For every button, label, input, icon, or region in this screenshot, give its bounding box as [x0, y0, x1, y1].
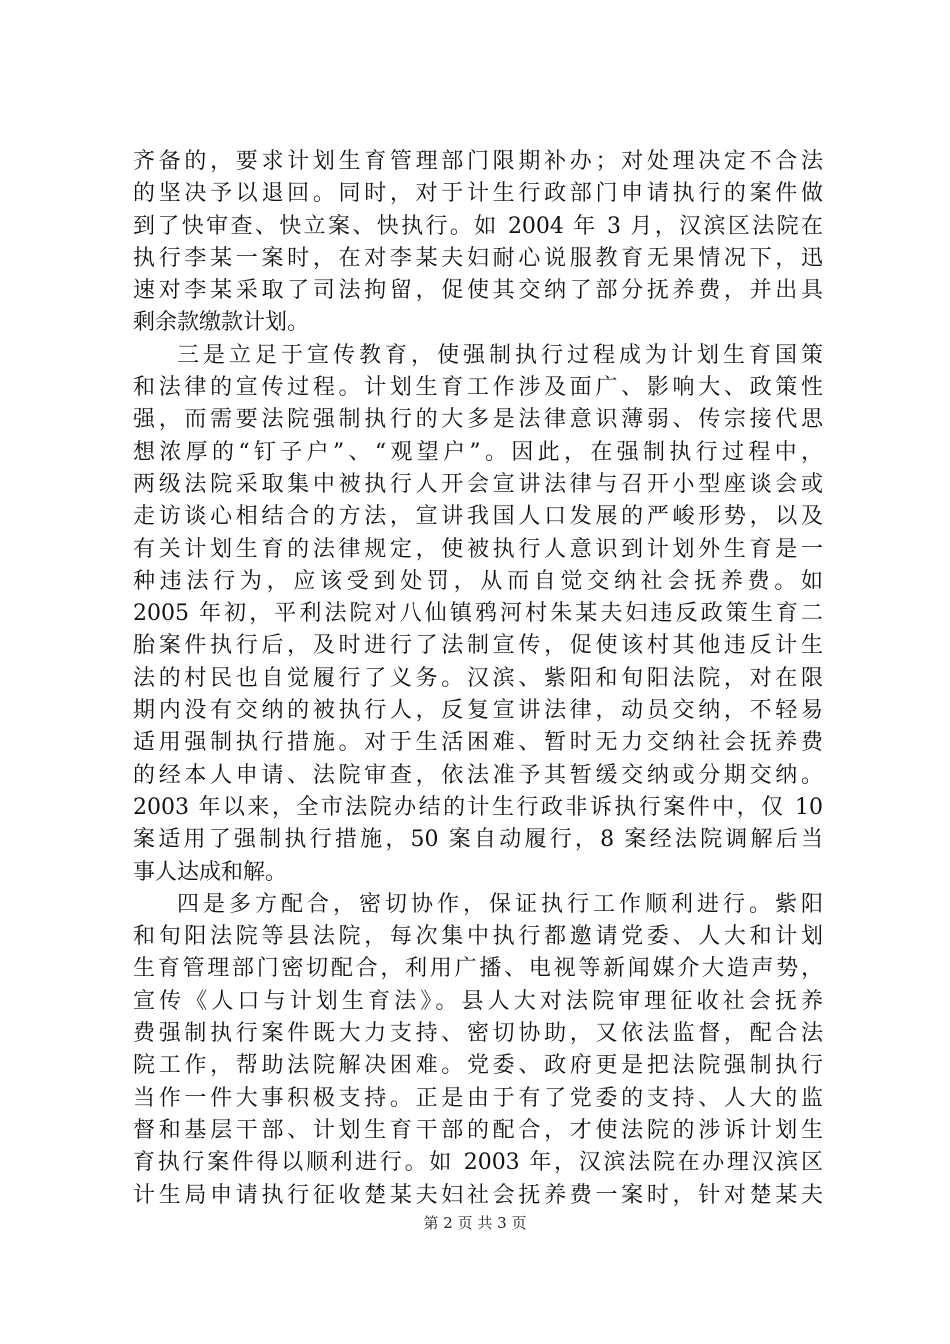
text-line: 走访谈心相结合的方法，宣讲我国人口发展的严峻形势，以及	[133, 504, 823, 530]
text-line: 的经本人申请、法院审查，依法准予其暂缓交纳或分期交纳。	[133, 762, 823, 788]
text-line: 2005 年初，平利法院对八仙镇鸦河村朱某夫妇违反政策生育二	[133, 601, 823, 627]
document-body	[133, 146, 823, 1212]
text-line: 计生局申请执行征收楚某夫妇社会抚养费一案时，针对楚某夫	[133, 1182, 823, 1208]
paragraph	[133, 340, 823, 889]
text-line: 速对李某采取了司法拘留，促使其交纳了部分抚养费，并出具	[133, 278, 823, 304]
text-line: 2003 年以来，全市法院办结的计生行政非诉执行案件中，仅 10	[133, 794, 823, 820]
text-line: 费强制执行案件既大力支持、密切协助，又依法监督，配合法	[133, 1021, 823, 1047]
text-line: 胎案件执行后，及时进行了法制宣传，促使该村其他违反计生	[133, 633, 823, 659]
text-line: 到了快审查、快立案、快执行。如 2004 年 3 月，汉滨区法院在	[133, 213, 823, 239]
text-line: 种违法行为，应该受到处罚，从而自觉交纳社会抚养费。如	[133, 568, 823, 594]
text-line: 案适用了强制执行措施，50 案自动履行，8 案经法院调解后当	[133, 827, 823, 853]
text-line: 想浓厚的“钉子户”、“观望户”。因此，在强制执行过程中，	[133, 439, 823, 465]
text-line: 齐备的，要求计划生育管理部门限期补办；对处理决定不合法	[133, 149, 823, 174]
text-line: 剩余款缴款计划。	[133, 310, 310, 336]
text-line: 的坚决予以退回。同时，对于计生行政部门申请执行的案件做	[133, 181, 823, 207]
text-line: 期内没有交纳的被执行人，反复宣讲法律，动员交纳，不轻易	[133, 698, 823, 724]
page-number-footer: 第 2 页 共 3 页	[423, 1214, 527, 1232]
text-line: 有关计划生育的法律规定，使被执行人意识到计划外生育是一	[133, 536, 823, 562]
text-line: 生育管理部门密切配合，利用广播、电视等新闻媒介大造声势，	[133, 956, 823, 982]
text-line: 和法律的宣传过程。计划生育工作涉及面广、影响大、政策性	[133, 375, 823, 401]
paragraph	[133, 889, 823, 1212]
text-line: 适用强制执行措施。对于生活困难、暂时无力交纳社会抚养费	[133, 730, 823, 756]
text-line: 督和基层干部、计划生育干部的配合，才使法院的涉诉计划生	[133, 1117, 823, 1143]
text-line: 执行李某一案时，在对李某夫妇耐心说服教育无果情况下，迅	[133, 245, 823, 271]
text-line: 院工作，帮助法院解决困难。党委、政府更是把法院强制执行	[133, 1053, 823, 1079]
paragraph	[133, 146, 823, 340]
text-line: 三是立足于宣传教育，使强制执行过程成为计划生育国策	[177, 342, 823, 368]
text-line: 当作一件大事积极支持。正是由于有了党委的支持、人大的监	[133, 1085, 823, 1111]
text-line: 强，而需要法院强制执行的大多是法律意识薄弱、传宗接代思	[133, 407, 823, 433]
text-line: 宣传《人口与计划生育法》。县人大对法院审理征收社会抚养	[133, 988, 823, 1014]
text-line: 和旬阳法院等县法院，每次集中执行都邀请党委、人大和计划	[133, 924, 823, 950]
text-line: 四是多方配合，密切协作，保证执行工作顺利进行。紫阳	[177, 891, 823, 917]
text-line: 事人达成和解。	[133, 859, 288, 885]
text-line: 法的村民也自觉履行了义务。汉滨、紫阳和旬阳法院，对在限	[133, 665, 823, 691]
text-line: 两级法院采取集中被执行人开会宣讲法律与召开小型座谈会或	[133, 471, 823, 497]
text-line: 育执行案件得以顺利进行。如 2003 年，汉滨法院在办理汉滨区	[133, 1150, 823, 1176]
